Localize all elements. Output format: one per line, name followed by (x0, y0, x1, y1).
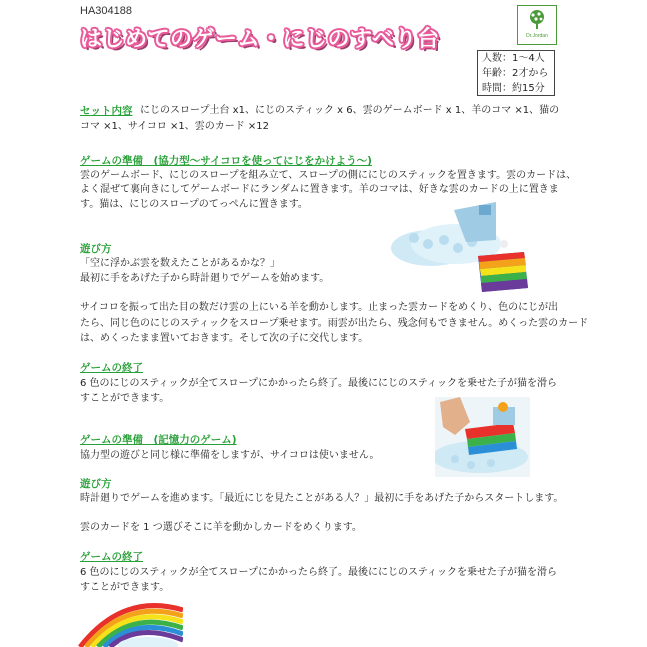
coop-prep-line: 雲のゲームボード、にじのスロープを組み立て、スロープの側ににじのスティックを置きます。雲のカードは、 (80, 170, 577, 181)
coop-play-line: サイコロを振って出た目の数だけ雲の上にいる羊を動かします。止まった雲カードをめくり、色のにじが出 (80, 302, 559, 313)
coop-play-line: 最初に手をあげた子から時計廻りでゲームを始めます。 (80, 273, 330, 284)
logo-text: Dr.Jordan (526, 33, 548, 39)
player-count: 人数：1～4人 (482, 53, 545, 64)
coop-play-line: 「空に浮かぶ雲を数えたことがあるかな？」 (80, 258, 280, 269)
coop-play-line: たら、同じ色のにじのスティックをスロープ乗せます。雨雲が出たら、残念何もできません。めくった雲のカード (80, 318, 589, 329)
hand-playing-photo (435, 397, 530, 477)
product-code: HA304188 (80, 5, 132, 17)
memory-prep-heading: ゲームの準備 (記憶力のゲーム) (80, 434, 237, 446)
coop-end-line: 6 色のにじのスティックが全てスロープにかかったら終了。最後ににじのスティックを乗せた子が猫を滑ら (80, 378, 558, 389)
coop-prep-line: す。猫は、にじのスロープのてっぺんに置きます。 (80, 199, 308, 210)
memory-end-line: 6 色のにじのスティックが全てスロープにかかったら終了。最後ににじのスティックを乗せた子が猫を滑ら (80, 567, 558, 578)
coop-prep-line: よく混ぜて裏向きにしてゲームボードにランダムに置きます。羊のコマは、好きな雲のカードの上に置きま (80, 184, 559, 195)
coop-play-line: は、めくったまま置いておきます。そして次の子に交代します。 (80, 333, 369, 344)
tree-icon (526, 9, 548, 31)
info-box (477, 50, 555, 96)
contents-heading: セット内容 (80, 105, 133, 117)
coop-prep-heading: ゲームの準備 (協力型～サイコロを使ってにじをかけよう～) (80, 155, 372, 167)
play-time: 時間：約15分 (482, 83, 545, 94)
age-range: 年齢：2才から (482, 68, 549, 79)
coop-end-heading: ゲームの終了 (80, 362, 143, 374)
memory-prep-line: 協力型の遊びと同じ様に準備をしますが、サイコロは使いません。 (80, 450, 380, 461)
page-title: はじめてのゲーム・にじのすべり台 (80, 27, 440, 52)
rainbow-illustration (78, 600, 183, 647)
memory-play-heading: 遊び方 (80, 478, 112, 490)
memory-end-line: すことができます。 (80, 582, 170, 593)
game-board-photo (386, 200, 536, 295)
coop-end-line: すことができます。 (80, 393, 170, 404)
memory-end-heading: ゲームの終了 (80, 551, 143, 563)
memory-play-line: 時計廻りでゲームを進めます。「最近にじを見たことがある人？」最初に手をあげた子からスタートします。 (80, 493, 564, 504)
brand-logo (517, 5, 557, 45)
memory-play-line: 雲のカードを 1 つ選びそこに羊を動かしカードをめくります。 (80, 522, 362, 533)
contents-line: コマ ×1、サイコロ ×1、雲のカード ×12 (80, 121, 270, 132)
coop-play-heading: 遊び方 (80, 243, 112, 255)
contents-line: にじのスロープ土台 x1、にじのスティック x 6、雲のゲームボード x 1、羊のコマ ×1、猫の (140, 105, 560, 116)
